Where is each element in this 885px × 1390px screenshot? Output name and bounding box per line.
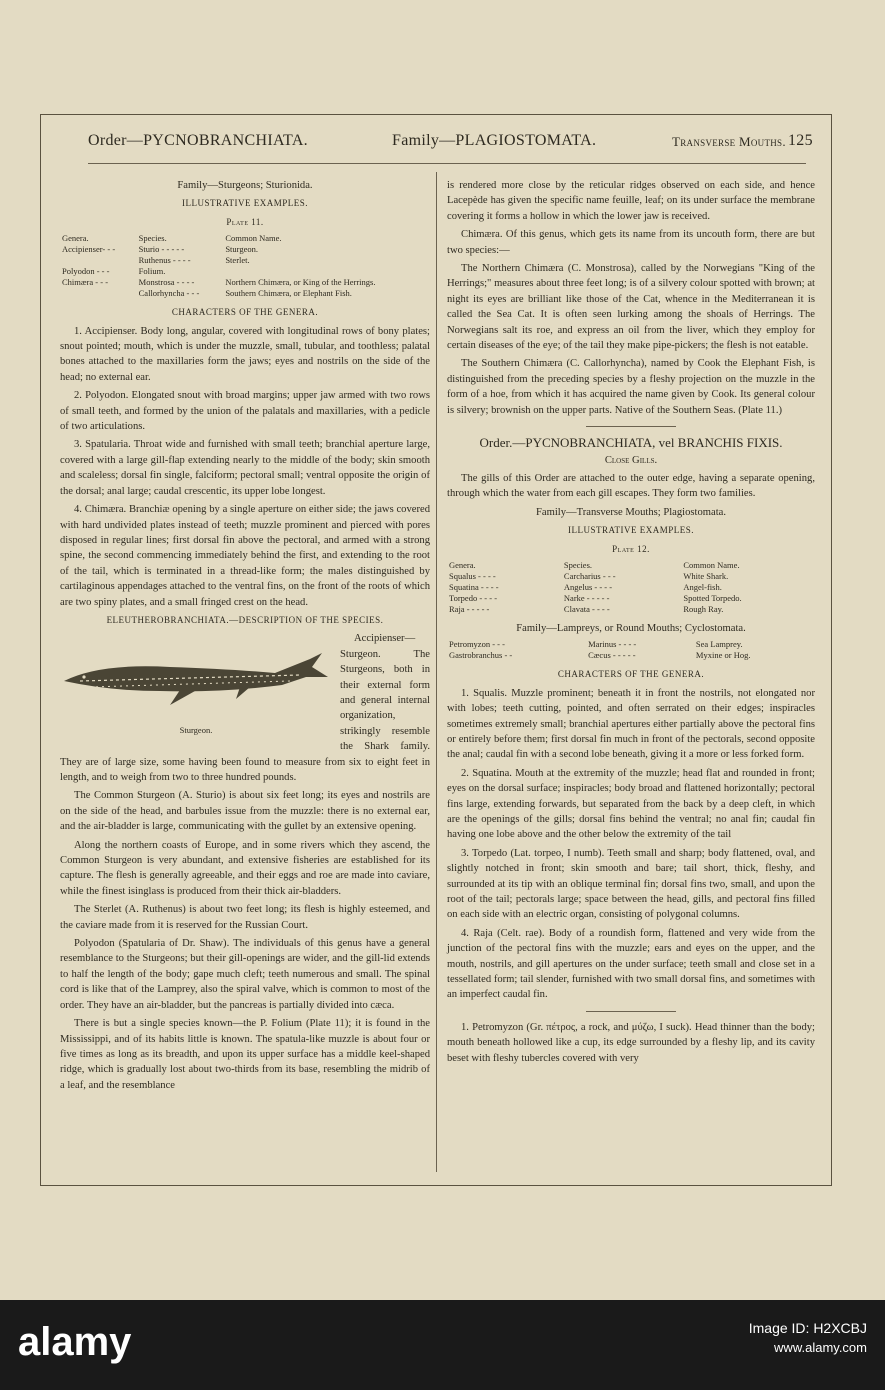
species-cell: Carcharius - - - bbox=[563, 570, 616, 581]
paragraph: Along the northern coasts of Europe, and in some rivers which they ascend, the Common Sturgeon is very abundant, and extensive fisheries are established for its capture. The flesh is generally agreeable, and their eggs and roe are made into caviare, while the finest isinglass is produced from their thick air-bladders. bbox=[60, 839, 430, 897]
table-row bbox=[447, 571, 815, 582]
paragraph: 1. Accipienser. Body long, angular, covered with longitudinal rows of bony plates; snout pointed; mouth, which is under the muzzle, small, tubular, and toothless; palatal bones attached to the maxillaries form the jaws; eyes and nostrils on the side of the head; no external ear. bbox=[60, 325, 430, 383]
table-row bbox=[60, 244, 430, 255]
paragraph: The Northern Chimæra (C. Monstrosa), called by the Norwegians "King of the Herrings;" measures about three feet long; is of a silvery colour spotted with brown; at night its eyes are brilliant like those of the Cat, whence in the Mediterranean it is called the Sea Cat. It is often seen lurking among the shoals of Herrings. The Norwegians salt its roe, and express an oil from the liver, which they employ for certain diseases of the eye; of the tail they make pipe-pickers; the flesh is not eatable. bbox=[447, 263, 815, 352]
genus-cell: Gastrobranchus - - bbox=[449, 650, 513, 661]
genus-cell: Squalus - - - - bbox=[449, 570, 496, 581]
table-header-row bbox=[447, 560, 815, 571]
table-row bbox=[60, 288, 430, 299]
species-cell: Clavata - - - - bbox=[563, 603, 610, 614]
species-cell: Marinus - - - - bbox=[588, 639, 637, 650]
species-cell: Monstrosa - - - - bbox=[138, 277, 195, 288]
common-name-cell: Sea Lamprey. bbox=[695, 639, 743, 650]
section-rule bbox=[586, 426, 676, 427]
table-row bbox=[60, 266, 430, 277]
paragraph: The Sterlet (A. Ruthenus) is about two feet long; its flesh is highly esteemed, and the caviare made from it is reserved for the Russian Court. bbox=[60, 904, 430, 931]
common-name-cell: Myxine or Hog. bbox=[695, 650, 751, 661]
table-head-cell: Genera. bbox=[62, 233, 89, 244]
paragraph: 2. Squatina. Mouth at the extremity of the muzzle; head flat and rounded in front; eyes on the dorsal surface; inspiracles; body broad and flattened horizontally; pectoral fins large, extending forwards, but separated from the back by a deep cleft, in which are the openings of the gills; dorsal fins behind the ventral; no anal fin; caudal fin having one lobe above and the other below the extremity of the tail bbox=[447, 767, 815, 841]
sturgeon-icon bbox=[60, 633, 332, 723]
common-name-cell: Sturgeon. bbox=[225, 244, 258, 255]
common-name-cell bbox=[223, 266, 430, 277]
common-name-cell: White Shark. bbox=[683, 570, 729, 581]
characters-heading: CHARACTERS OF THE GENERA. bbox=[171, 307, 319, 318]
genus-cell: Torpedo - - - - bbox=[449, 592, 498, 603]
species-cell: Folium. bbox=[138, 266, 166, 277]
table-row bbox=[447, 593, 815, 604]
genus-cell: Chimæra - - - bbox=[62, 277, 109, 288]
header-order: Order—PYCNOBRANCHIATA. bbox=[88, 132, 308, 149]
left-column bbox=[60, 178, 430, 1096]
paragraph: 3. Spatularia. Throat wide and furnished with small teeth; branchial aperture large, covered with a large gill-flap extending nearly to the middle of the body; skin smooth and scaleless; dorsal fin single, falciform; pectoral small; ventral opposite the origin of the dorsal; anal large; caudal crescentic, its upper lobe longest. bbox=[60, 439, 430, 497]
genera-table bbox=[447, 560, 815, 615]
section-rule bbox=[586, 1011, 676, 1012]
paragraph: Accipienser—Sturgeon. The Sturgeons, both in their external form and general internal organization, strikingly resemble the Shark family. They are of large size, some having been found to measure from six to eight feet in length, and to weigh from two to three hundred pounds. bbox=[60, 633, 430, 783]
header-family: Family—PLAGIOSTOMATA. bbox=[392, 132, 597, 149]
stock-banner bbox=[0, 1300, 885, 1390]
header-mouths: Transverse Mouths. bbox=[672, 134, 786, 149]
paragraph: There is but a single species known—the P. Folium (Plate 11); it is found in the Mississippi, and of its habits little is known. The spatula-like muzzle is about four or five times as long as its breadth, and upon its upper surface has a middle keel-shaped ridge, which is gradually lost about two-thirds from its base, resembling the midrib of a leaf, and the resemblance bbox=[60, 1018, 430, 1091]
sturgeon-illustration bbox=[60, 633, 332, 741]
genus-cell bbox=[60, 255, 137, 266]
genus-cell: Polyodon - - - bbox=[62, 266, 110, 277]
species-cell: Angelus - - - - bbox=[563, 581, 613, 592]
genus-cell: Petromyzon - - - bbox=[449, 639, 505, 650]
description-heading: ELEUTHEROBRANCHIATA.—DESCRIPTION OF THE SPECIES. bbox=[106, 614, 384, 625]
table-head-cell: Genera. bbox=[449, 559, 476, 570]
paragraph: The gills of this Order are attached to the outer edge, having a separate opening, through which the water from each gill escapes. They form two families. bbox=[447, 472, 815, 500]
table-head-cell: Common Name. bbox=[225, 233, 282, 244]
family-title: Family—Transverse Mouths; Plagiostomata. bbox=[536, 506, 726, 518]
family-title: Family—Lampreys, or Round Mouths; Cyclostomata. bbox=[516, 622, 746, 634]
figure-caption: Sturgeon. bbox=[179, 725, 213, 736]
table-head-cell: Species. bbox=[563, 559, 593, 570]
paragraph: 2. Polyodon. Elongated snout with broad margins; upper jaw armed with two rows of small teeth, and formed by the union of the palatals and maxillaries, with a pedicle of two articulations. bbox=[60, 390, 430, 433]
genera-table bbox=[60, 233, 430, 299]
banner-info bbox=[749, 1318, 867, 1358]
species-cell: Sturio - - - - - bbox=[138, 244, 185, 255]
order-title: Order.—PYCNOBRANCHIATA, vel BRANCHIS FIXIS. bbox=[479, 435, 783, 451]
alamy-logo: alamy bbox=[18, 1320, 132, 1364]
lamprey-table bbox=[447, 639, 815, 661]
genus-cell bbox=[60, 288, 137, 299]
paragraph: Polyodon (Spatularia of Dr. Shaw). The individuals of this genus have a general resemblance to the Sturgeons; but their gill-openings are wider, and the gill-lid extends to half the length of the body; gape much cleft; teeth numerous and small. The spinal cord is like that of the Lamprey, also the spiral valve, which is common to most of the order. They have an air-bladder, but the pancreas is partially divided into cæca. bbox=[60, 938, 430, 1011]
common-name-cell: Angel-fish. bbox=[683, 581, 722, 592]
species-cell: Narke - - - - - bbox=[563, 592, 610, 603]
page-number: 125 bbox=[788, 132, 813, 149]
paragraph: Chimæra. Of this genus, which gets its name from its uncouth form, there are but two species:— bbox=[447, 229, 815, 256]
table-header-row bbox=[60, 233, 430, 244]
paragraph: The Common Sturgeon (A. Sturio) is about six feet long; its eyes and nostrils are on the side of the head, and barbules issue from the muzzle: there is no external ear, and the air-bladder is large, communicating with the gullet by an extensive opening. bbox=[60, 790, 430, 833]
close-gills-subtitle: Close Gills. bbox=[604, 454, 658, 466]
table-row bbox=[447, 604, 815, 615]
genus-cell: Squatina - - - - bbox=[449, 581, 499, 592]
common-name-cell: Rough Ray. bbox=[683, 603, 724, 614]
species-cell: Cæcus - - - - - bbox=[588, 650, 636, 661]
genus-cell: Accipienser- - - bbox=[62, 244, 116, 255]
right-column bbox=[447, 178, 815, 1069]
table-row bbox=[447, 650, 815, 661]
image-id-label: Image ID: H2XCBJ bbox=[748, 1320, 867, 1336]
family-title: Family—Sturgeons; Sturionida. bbox=[177, 180, 313, 191]
table-row bbox=[447, 639, 815, 650]
paragraph: 4. Chimæra. Branchiæ opening by a single aperture on either side; the jaws covered with hard undivided plates instead of teeth; muzzle prominent and pierced with pores disposed in regular lines; first dorsal fin above the pectoral, and armed with a strong spine, the second commencing immediately behind the first, and extending to the root of the tail, which is terminated in a thread-like form; the males distinguished by cartilaginous appendages attached to the ventral fins, on the front of the roots of which are two spiny plates, and a small fringed crest on the head. bbox=[60, 504, 430, 608]
examples-heading: ILLUSTRATIVE EXAMPLES. bbox=[568, 525, 694, 536]
table-head-cell: Common Name. bbox=[683, 559, 740, 570]
common-name-cell: Sterlet. bbox=[225, 255, 250, 266]
paragraph: 1. Squalis. Muzzle prominent; beneath it in front the nostrils, not elongated nor with lobes; teeth cutting, pointed, and often serrated on their edges; inspiracles sometimes extremely small; branchial apertures either partially above the pectoral fins or entirely before them; first dorsal fin much in front of the pectorals, second opposite the anal; caudal fin with a second lobe beneath, giving it a more or less forked form. bbox=[447, 687, 815, 761]
paragraph: is rendered more close by the reticular ridges observed on each side, and hence Lacepède has given the specific name feuille, leaf; on its under surface the membrane covering it forms a hollow in which the lower jaw is received. bbox=[447, 180, 815, 222]
paragraph: The Southern Chimæra (C. Callorhyncha), named by Cook the Elephant Fish, is distinguished from the preceding species by a fleshy projection on the muzzle in the form of a hoe, from which it has acquired the name given by Cook. Its general colour is silvery; brownish on the upper parts. Native of the Southern Seas. (Plate 11.) bbox=[447, 358, 815, 416]
characters-heading: CHARACTERS OF THE GENERA. bbox=[557, 669, 705, 680]
plate-label: Plate 11. bbox=[226, 216, 264, 227]
common-name-cell: Northern Chimæra, or King of the Herrings. bbox=[225, 277, 376, 288]
genus-cell: Raja - - - - - bbox=[449, 603, 490, 614]
paragraph: 1. Petromyzon (Gr. πέτρος, a rock, and μύζω, I suck). Head thinner than the body; mouth beneath hollowed like a cup, its edge surrounded by a fleshy lip, and its cavity beset with fleshy tubercles covered with very bbox=[447, 1021, 815, 1064]
running-header bbox=[40, 126, 830, 156]
table-row bbox=[447, 582, 815, 593]
header-rule bbox=[88, 163, 806, 164]
table-row bbox=[60, 255, 430, 266]
table-head-cell: Species. bbox=[138, 233, 167, 244]
column-divider bbox=[436, 172, 437, 1172]
plate-label: Plate 12. bbox=[612, 543, 650, 554]
common-name-cell: Spotted Torpedo. bbox=[683, 592, 742, 603]
banner-url: www.alamy.com bbox=[774, 1340, 867, 1355]
common-name-cell: Southern Chimæra, or Elephant Fish. bbox=[225, 288, 352, 299]
paragraph: 4. Raja (Celt. rae). Body of a roundish form, flattened and very wide from the junction of the pectoral fins with the muzzle; ears and eyes on the upper, and the mouth, nostrils, and gill apertures on the under surface; teeth small and close set in a tessellated form; tail slender, furnished with two small dorsal fins, and sometimes with an imperfect caudal fin. bbox=[447, 927, 815, 1001]
species-cell: Ruthenus - - - - bbox=[138, 255, 191, 266]
paragraph: 3. Torpedo (Lat. torpeo, I numb). Teeth small and sharp; body flattened, oval, and slightly notched in front; skin smooth and bare; tail short, thick, fleshy, and surrounded at its tip with an oblique terminal fin; dorsal fins two, small, and upon the root of the tail; pectorals large; space between the head, gills, and pectoral fins filled on each side with an electric organ, consisting of polygonal columns. bbox=[447, 847, 815, 921]
species-cell: Callorhyncha - - - bbox=[138, 288, 200, 299]
examples-heading: ILLUSTRATIVE EXAMPLES. bbox=[182, 198, 308, 209]
table-row bbox=[60, 277, 430, 288]
